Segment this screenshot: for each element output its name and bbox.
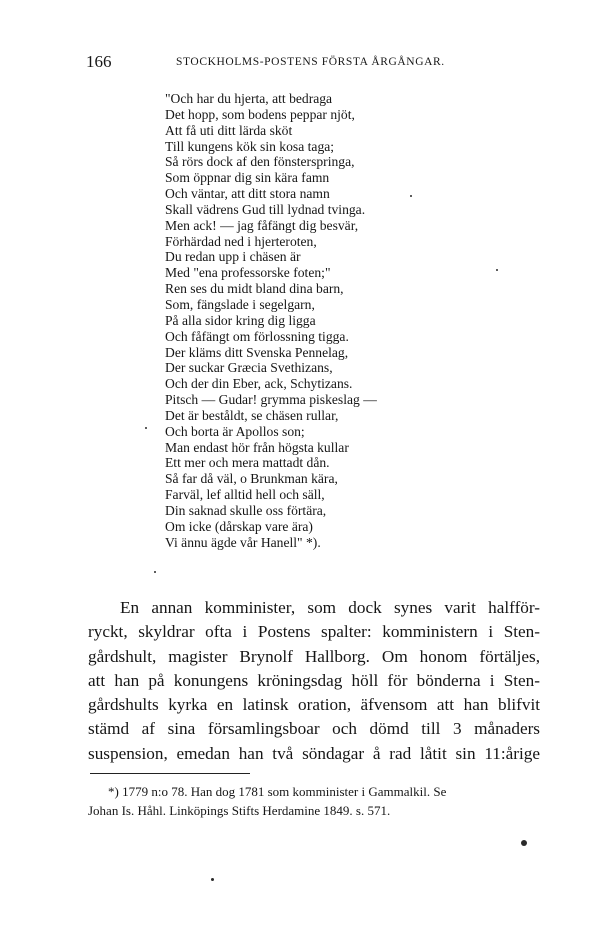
poem-line: Som, fängslade i segelgarn, (165, 296, 315, 312)
poem-line: Vi ännu ägde vår Hanell" *). (165, 534, 321, 550)
poem-line: På alla sidor kring dig ligga (165, 312, 316, 328)
prose-line: gårdshults kyrka en latinsk oration, äfvensom att han blifvit (88, 695, 540, 715)
poem-line: Men ack! — jag fåfängt dig besvär, (165, 217, 359, 233)
poem-line: Det hopp, som bodens peppar njöt, (165, 106, 355, 122)
page-number: 166 (86, 52, 112, 71)
print-speck (145, 427, 147, 429)
poem (165, 91, 377, 550)
prose-line: suspension, emedan han två söndagar å rad låtit sin 11:årige (88, 743, 540, 763)
poem-line: Der suckar Græcia Svethizans, (165, 360, 333, 376)
footnote (88, 782, 540, 820)
poem-line: "Och har du hjerta, att bedraga (165, 91, 333, 106)
poem-line: Ren ses du midt bland dina barn, (165, 281, 344, 297)
prose-line: ryckt, skyldrar ofta i Postens spalter: komministern i Sten- (88, 622, 540, 642)
poem-line: Som öppnar dig sin kära famn (165, 170, 330, 186)
poem-line: Så far då väl, o Brunkman kära, (165, 471, 338, 487)
running-head: STOCKHOLMS-POSTENS FÖRSTA ÅRGÅNGAR. (176, 56, 445, 68)
fn-line: *) 1779 n:o 78. Han dog 1781 som komminister i Gammalkil. Se (108, 784, 447, 799)
poem-line: Och borta är Apollos son; (165, 423, 305, 439)
prose-line: gårdshult, magister Brynolf Hallborg. Om honom förtäljes, (88, 646, 540, 666)
poem-line: Det är beståldt, se chäsen rullar, (165, 407, 339, 423)
print-speck (410, 195, 412, 197)
poem-line: Du redan upp i chäsen är (165, 249, 301, 265)
prose-line: En annan komminister, som dock synes varit halfför- (120, 598, 540, 617)
poem-line: Ett mer och mera mattadt dån. (165, 455, 330, 471)
print-speck (211, 878, 214, 881)
body-text (88, 596, 540, 766)
print-speck (154, 571, 156, 573)
footnote-rule (90, 773, 250, 774)
print-speck (496, 269, 498, 271)
poem-line: Der kläms ditt Svenska Pennelag, (165, 344, 349, 360)
poem-line: Så rörs dock af den fönsterspringa, (165, 154, 355, 170)
poem-line: Att få uti ditt lärda sköt (165, 122, 293, 138)
poem-line: Och fåfängt om förlossning tigga. (165, 328, 349, 344)
poem-line: Farväl, lef alltid hell och säll, (165, 487, 325, 503)
prose-line: att han på konungens kröningsdag höll för bönderna i Sten- (88, 670, 540, 690)
poem-line: Förhärdad ned i hjerteroten, (165, 233, 317, 249)
poem-line: Skall vädrens Gud till lydnad tvinga. (165, 201, 366, 217)
fn-line: Johan Is. Håhl. Linköpings Stifts Herdamine 1849. s. 571. (88, 803, 391, 818)
prose-line: stämd af sina församlingsboar och dömd till 3 månaders (88, 719, 540, 739)
poem-line: Och väntar, att ditt stora namn (165, 186, 330, 202)
poem-line: Och der din Eber, ack, Schytizans. (165, 376, 353, 392)
poem-line: Till kungens kök sin kosa taga; (165, 138, 335, 154)
poem-line: Med "ena professorske foten;" (165, 265, 331, 281)
poem-line: Man endast hör från högsta kullar (165, 439, 349, 455)
print-speck (521, 840, 527, 846)
poem-line: Om icke (dårskap vare ära) (165, 518, 313, 534)
poem-line: Pitsch — Gudar! grymma piskeslag — (165, 392, 377, 408)
poem-line: Din saknad skulle oss förtära, (165, 502, 327, 518)
